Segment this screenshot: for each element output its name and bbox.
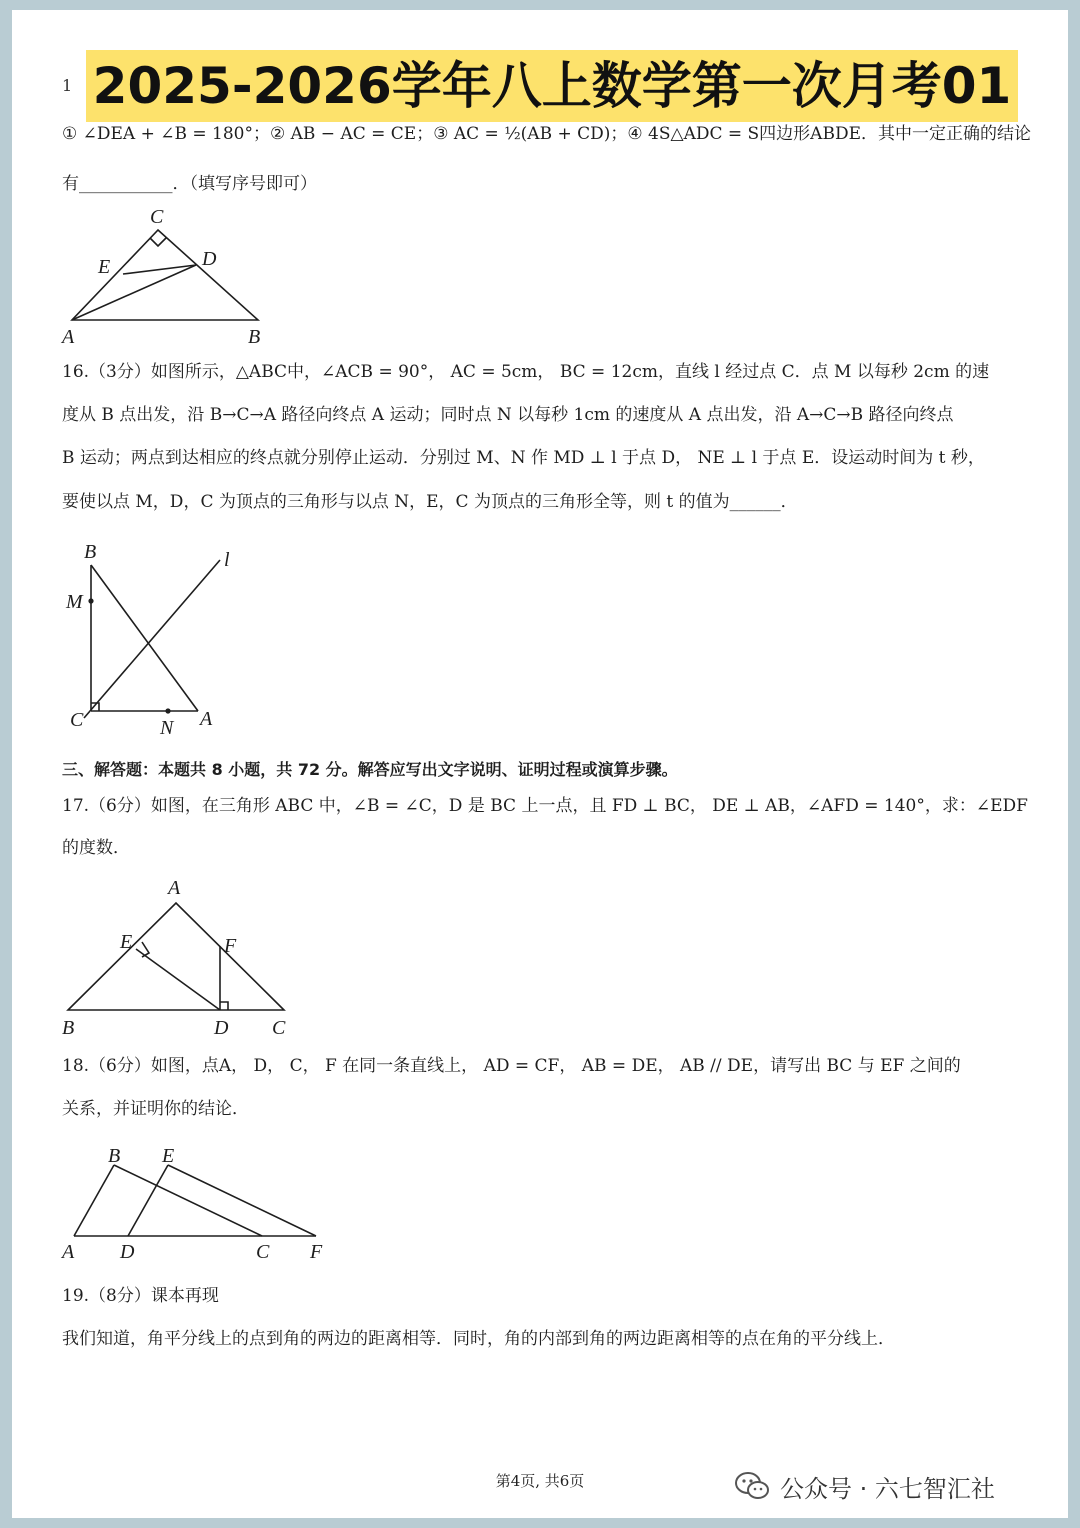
q18-figure	[58, 1140, 348, 1270]
page-footer: 第4页, 共6页	[495, 1472, 585, 1490]
q15-figure	[52, 205, 292, 345]
q18-label-b: B	[108, 1145, 121, 1167]
q16-line-3: B 运动；两点到达相应的终点就分别停止运动．分别过 M、N 作 MD ⊥ l 于点 D， NE ⊥ l 于点 E．设运动时间为 t 秒，	[62, 448, 985, 468]
q15-label-c: C	[150, 206, 164, 228]
q18-label-f: F	[310, 1241, 323, 1263]
q18-label-a: A	[62, 1241, 75, 1263]
title-banner: 2025-2026学年八上数学第一次月考01	[86, 50, 1018, 122]
q17-line-1: 17.（6分）如图，在三角形 ABC 中，∠B = ∠C，D 是 BC 上一点，且 FD ⊥ BC， DE ⊥ AB，∠AFD = 140°，求：∠EDF	[62, 796, 1028, 816]
q19-line-1: 19.（8分）课本再现	[62, 1286, 219, 1306]
q18-line-2: 关系，并证明你的结论．	[62, 1099, 249, 1119]
exam-page	[12, 10, 1068, 1518]
q17-label-c: C	[272, 1017, 286, 1039]
q17-label-f: F	[224, 935, 237, 957]
q15-answer-line: 有___________．（填写序号即可）	[62, 174, 317, 194]
q16-label-n: N	[160, 717, 174, 739]
q17-figure	[52, 872, 312, 1042]
q16-label-b: B	[84, 541, 97, 563]
q15-label-b: B	[248, 326, 261, 345]
q15-options-line: ① ∠DEA + ∠B = 180°；② AB − AC = CE；③ AC = ½(AB + CD)；④ 4S△ADC = S四边形ABDE．其中一定正确的结论	[62, 124, 1031, 144]
q16-line-1: 16.（3分）如图所示，△ABC中，∠ACB = 90°， AC = 5cm， BC = 12cm，直线 l 经过点 C．点 M 以每秒 2cm 的速	[62, 362, 990, 382]
section-3-heading: 三、解答题：本题共 8 小题，共 72 分。解答应写出文字说明、证明过程或演算步骤。	[62, 760, 678, 779]
q15-label-d: D	[202, 248, 217, 270]
watermark-text: 公众号 · 六七智汇社	[780, 1474, 995, 1503]
wechat-icon	[734, 1471, 770, 1501]
q16-label-a: A	[200, 708, 213, 730]
q17-label-a: A	[168, 877, 181, 899]
question-15-number-fragment: 1	[62, 76, 73, 95]
q16-figure	[60, 538, 250, 748]
q16-line-2: 度从 B 点出发，沿 B→C→A 路径向终点 A 运动；同时点 N 以每秒 1cm 的速度从 A 点出发，沿 A→C→B 路径向终点	[62, 405, 954, 425]
q15-label-a: A	[62, 326, 75, 345]
q16-line-4: 要使以点 M，D，C 为顶点的三角形与以点 N，E，C 为顶点的三角形全等，则 t 的值为______．	[62, 492, 798, 512]
q16-label-c: C	[70, 709, 84, 731]
q17-line-2: 的度数．	[62, 838, 130, 858]
watermark	[734, 1466, 995, 1506]
q19-line-2: 我们知道，角平分线上的点到角的两边的距离相等．同时，角的内部到角的两边距离相等的点在角的平分线上．	[62, 1329, 895, 1349]
q17-label-e: E	[120, 931, 133, 953]
q16-label-m: M	[66, 591, 83, 613]
q18-line-1: 18.（6分）如图，点A， D， C， F 在同一条直线上， AD = CF， AB = DE， AB // DE，请写出 BC 与 EF 之间的	[62, 1056, 961, 1076]
q18-label-e: E	[162, 1145, 175, 1167]
q17-label-b: B	[62, 1017, 75, 1039]
q16-label-l: l	[224, 549, 230, 571]
q18-label-d: D	[120, 1241, 135, 1263]
q17-label-d: D	[214, 1017, 229, 1039]
q18-label-c: C	[256, 1241, 270, 1263]
q15-label-e: E	[98, 256, 111, 278]
